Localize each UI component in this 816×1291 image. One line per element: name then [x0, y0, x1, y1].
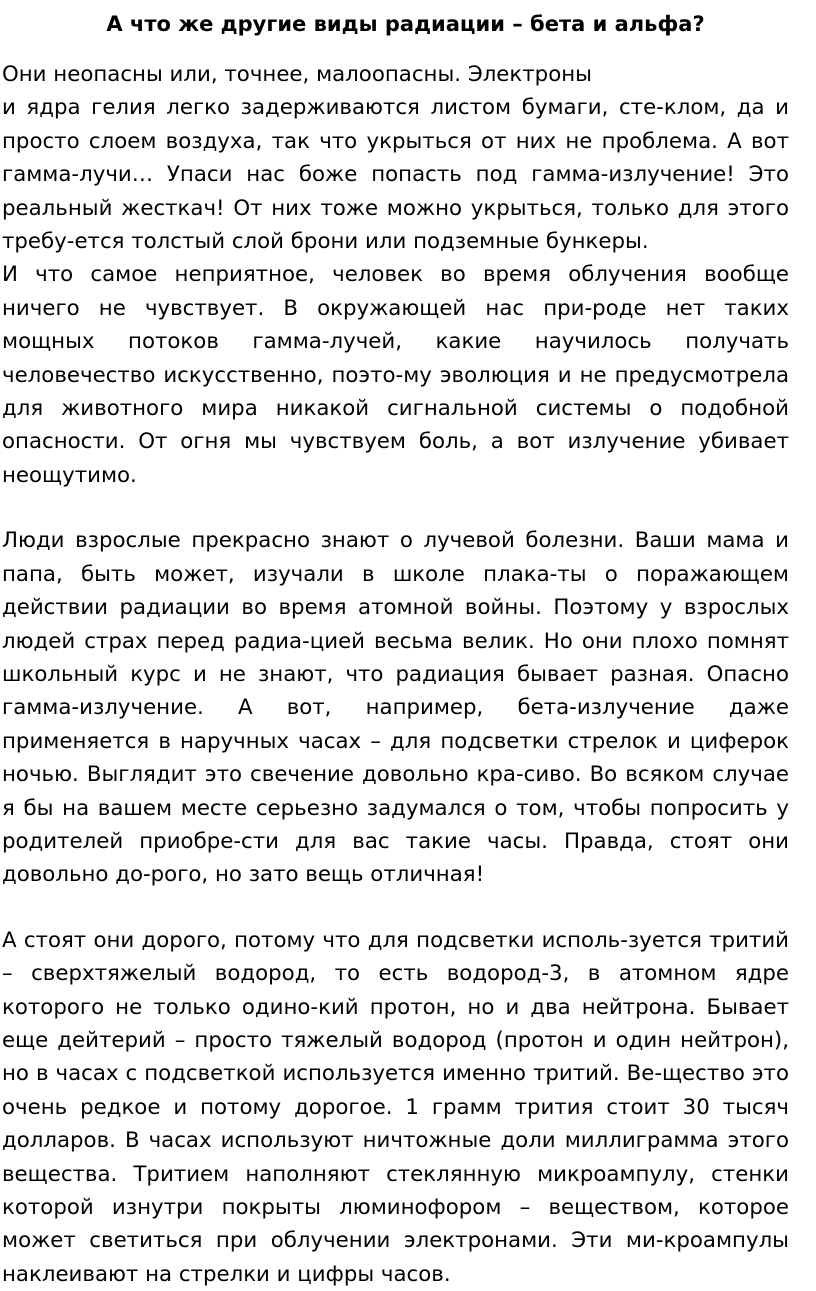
document-body [2, 58, 789, 1291]
paragraph-5: А стоят они дорого, потому что для подсветки исполь-зуется тритий – сверхтяжелый водород, то есть водород-3, в атомном ядре которого не только одино-кий протон, но и два нейтрона. Бывает еще дейтерий – просто тяжелый водород (протон и один нейтрон), но в часах с подсветкой используется именно тритий. Ве-щество это очень редкое и потому дорогое. 1 грамм трития стоит 30 тысяч долларов. В часах используют ничтожные доли миллиграмма этого вещества. Тритием наполняют стеклянную микроампулу, стенки которой изнутри покрыты люминофором – веществом, которое может светиться при облучении электронами. Эти ми-кроампулы наклеивают на стрелки и цифры часов. [2, 927, 789, 1287]
paragraph-2: и ядра гелия легко задерживаются листом бумаги, сте-клом, да и просто слоем воздуха, так что укрыться от них не проблема. А вот гамма-лучи… Упаси нас боже попасть под гамма-излучение! Это реальный жесткач! От них тоже можно укрыться, только для этого требу-ется толстый слой брони или подземные бункеры. [2, 95, 789, 255]
document-title: А что же другие виды радиации – бета и альфа? [106, 12, 705, 36]
paragraph-4: Люди взрослые прекрасно знают о лучевой болезни. Ваши мама и папа, быть может, изучали в школе плака-ты о поражающем действии радиации во время атомной войны. Поэтому у взрослых людей страх перед радиа-цией весьма велик. Но они плохо помнят школьный курс и не знают, что радиация бывает разная. Опасно гамма-излучение. А вот, например, бета-излучение даже применяется в наручных часах – для подсветки стрелок и циферок ночью. Выглядит это свечение довольно кра-сиво. Во всяком случае я бы на вашем месте серьезно задумался о том, чтобы попросить у родителей приобре-сти для вас такие часы. Правда, стоят они довольно до-рого, но зато вещь отличная! [2, 528, 789, 888]
paragraph-1: Они неопасны или, точнее, малоопасны. Электроны [2, 62, 592, 87]
paragraph-3: И что самое неприятное, человек во время облучения вообще ничего не чувствует. В окружающей нас при-роде нет таких мощных потоков гамма-лучей, какие научилось получать человечество искусственно, поэто-му эволюция и не предусмотрела для животного мира никакой сигнальной системы о подобной опасности. От огня мы чувствуем боль, а вот излучение убивает неощутимо. [2, 262, 789, 488]
